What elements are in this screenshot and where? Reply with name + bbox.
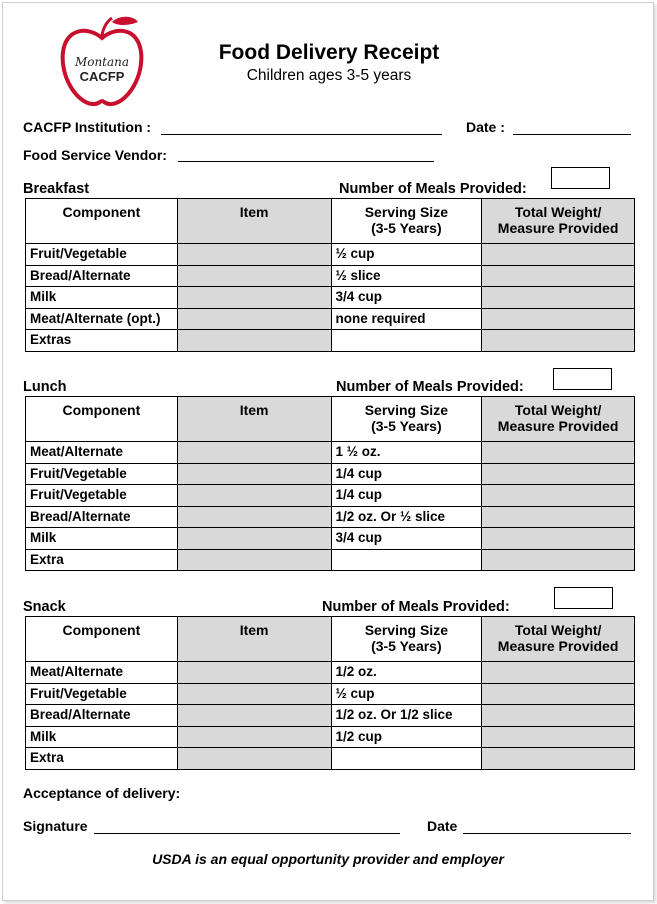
serving-size-cell: ½ cup [331, 244, 482, 266]
vendor-label: Food Service Vendor: [23, 147, 167, 163]
total-weight-cell[interactable] [482, 265, 635, 287]
total-weight-cell[interactable] [482, 485, 635, 507]
table-header-row [26, 617, 635, 662]
component-cell: Meat/Alternate (opt.) [26, 308, 178, 330]
item-cell[interactable] [177, 683, 331, 705]
column-header: Component [26, 397, 178, 442]
component-cell: Extra [26, 549, 178, 571]
total-weight-cell[interactable] [482, 705, 635, 727]
column-header: Serving Size (3-5 Years) [331, 617, 482, 662]
total-weight-cell[interactable] [482, 683, 635, 705]
component-cell: Meat/Alternate [26, 662, 178, 684]
table-row [26, 287, 635, 309]
item-cell[interactable] [177, 485, 331, 507]
table-row [26, 244, 635, 266]
item-cell[interactable] [177, 330, 331, 352]
serving-size-cell: 3/4 cup [331, 287, 482, 309]
table-row [26, 528, 635, 550]
section-title-breakfast: Breakfast [23, 181, 90, 197]
item-cell[interactable] [177, 287, 331, 309]
meals-provided-box-breakfast[interactable] [551, 167, 610, 189]
serving-size-cell: ½ cup [331, 683, 482, 705]
item-cell[interactable] [177, 244, 331, 266]
serving-size-cell: 1/2 oz. Or ½ slice [331, 506, 482, 528]
table-row [26, 330, 635, 352]
table-row [26, 662, 635, 684]
component-cell: Extras [26, 330, 178, 352]
meals-provided-label-snack: Number of Meals Provided: [322, 599, 510, 615]
component-cell: Bread/Alternate [26, 506, 178, 528]
page-subtitle: Children ages 3-5 years [246, 67, 412, 84]
item-cell[interactable] [177, 506, 331, 528]
component-cell: Fruit/Vegetable [26, 485, 178, 507]
page-title: Food Delivery Receipt [218, 41, 440, 64]
institution-label: CACFP Institution : [23, 119, 152, 135]
total-weight-cell[interactable] [482, 442, 635, 464]
total-weight-cell[interactable] [482, 330, 635, 352]
logo-text-cacfp: CACFP [79, 69, 125, 84]
total-weight-cell[interactable] [482, 506, 635, 528]
column-header: Item [177, 617, 331, 662]
serving-size-cell: ½ slice [331, 265, 482, 287]
total-weight-cell[interactable] [482, 662, 635, 684]
total-weight-cell[interactable] [482, 287, 635, 309]
serving-size-cell: 1/4 cup [331, 485, 482, 507]
component-cell: Milk [26, 287, 178, 309]
item-cell[interactable] [177, 705, 331, 727]
serving-size-cell: 1 ½ oz. [331, 442, 482, 464]
column-header: Serving Size (3-5 Years) [331, 397, 482, 442]
table-row [26, 265, 635, 287]
meal-table-snack [25, 616, 635, 770]
column-header: Item [177, 397, 331, 442]
component-cell: Bread/Alternate [26, 265, 178, 287]
meals-provided-box-snack[interactable] [554, 587, 613, 609]
meals-provided-label-breakfast: Number of Meals Provided: [339, 181, 527, 197]
serving-size-cell: 1/2 cup [331, 726, 482, 748]
component-cell: Fruit/Vegetable [26, 683, 178, 705]
item-cell[interactable] [177, 528, 331, 550]
table-row [26, 485, 635, 507]
logo-text-montana: Montana [74, 55, 130, 69]
column-header: Component [26, 617, 178, 662]
item-cell[interactable] [177, 662, 331, 684]
item-cell[interactable] [177, 442, 331, 464]
receipt-page [2, 2, 654, 901]
column-header: Total Weight/ Measure Provided [482, 199, 635, 244]
serving-size-cell [331, 330, 482, 352]
column-header: Serving Size (3-5 Years) [331, 199, 482, 244]
meals-provided-label-lunch: Number of Meals Provided: [336, 379, 524, 395]
total-weight-cell[interactable] [482, 748, 635, 770]
item-cell[interactable] [177, 549, 331, 571]
institution-field[interactable] [161, 134, 442, 135]
acceptance-label: Acceptance of delivery: [23, 785, 181, 801]
meals-provided-box-lunch[interactable] [553, 368, 612, 390]
table-row [26, 549, 635, 571]
component-cell: Milk [26, 726, 178, 748]
serving-size-cell: 1/4 cup [331, 463, 482, 485]
serving-size-cell: 1/2 oz. [331, 662, 482, 684]
serving-size-cell [331, 549, 482, 571]
signature-label: Signature [23, 818, 88, 834]
component-cell: Fruit/Vegetable [26, 244, 178, 266]
item-cell[interactable] [177, 308, 331, 330]
section-title-lunch: Lunch [23, 379, 67, 395]
table-row [26, 308, 635, 330]
footer-date-field[interactable] [463, 833, 631, 834]
meal-table-breakfast [25, 198, 635, 352]
signature-field[interactable] [94, 833, 400, 834]
footer-date-label: Date [427, 818, 458, 834]
item-cell[interactable] [177, 748, 331, 770]
table-row [26, 748, 635, 770]
total-weight-cell[interactable] [482, 308, 635, 330]
component-cell: Bread/Alternate [26, 705, 178, 727]
equal-opportunity-note: USDA is an equal opportunity provider and employer [152, 851, 504, 867]
serving-size-cell: 1/2 oz. Or 1/2 slice [331, 705, 482, 727]
table-header-row [26, 397, 635, 442]
component-cell: Milk [26, 528, 178, 550]
item-cell[interactable] [177, 265, 331, 287]
serving-size-cell: 3/4 cup [331, 528, 482, 550]
table-row [26, 726, 635, 748]
total-weight-cell[interactable] [482, 549, 635, 571]
table-row [26, 506, 635, 528]
table-row [26, 463, 635, 485]
serving-size-cell [331, 748, 482, 770]
column-header: Component [26, 199, 178, 244]
serving-size-cell: none required [331, 308, 482, 330]
section-title-snack: Snack [23, 599, 66, 615]
component-cell: Meat/Alternate [26, 442, 178, 464]
table-row [26, 705, 635, 727]
date-label: Date : [466, 119, 505, 135]
column-header: Item [177, 199, 331, 244]
vendor-field[interactable] [178, 161, 434, 162]
total-weight-cell[interactable] [482, 244, 635, 266]
total-weight-cell[interactable] [482, 463, 635, 485]
total-weight-cell[interactable] [482, 528, 635, 550]
table-row [26, 442, 635, 464]
table-header-row [26, 199, 635, 244]
item-cell[interactable] [177, 463, 331, 485]
column-header: Total Weight/ Measure Provided [482, 617, 635, 662]
component-cell: Fruit/Vegetable [26, 463, 178, 485]
total-weight-cell[interactable] [482, 726, 635, 748]
component-cell: Extra [26, 748, 178, 770]
date-field[interactable] [513, 134, 631, 135]
item-cell[interactable] [177, 726, 331, 748]
meal-table-lunch [25, 396, 635, 571]
column-header: Total Weight/ Measure Provided [482, 397, 635, 442]
table-row [26, 683, 635, 705]
